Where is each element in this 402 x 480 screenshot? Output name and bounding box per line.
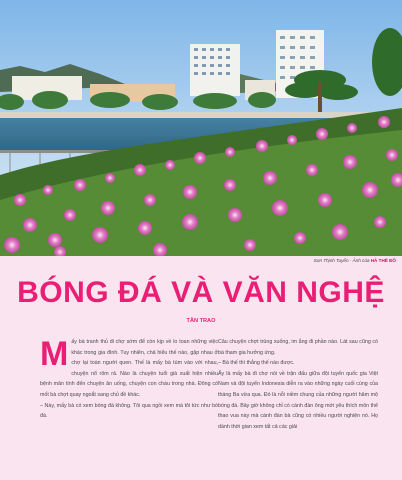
body-paragraph: – Bà thế thì thắng thế nào được. bbox=[218, 360, 295, 367]
body-paragraph: ấy bà tranh thủ đi chợ sớm để còn kịp về lo toan những việc khác trong gia đình. Tuy nhiên, chả hiểu thế nào, gặp nhau ở chợ lại toàn người quen. Thế là mấy bà túm vào với nhau, chuyện nổ rôm rả. Nào là chuyện tuổi già xuất hiện nhiều bệnh mãn tính đến chuyện ăn uống, chuyện con cháu trong nhà. Đông có mốt bà chợt quay ngoắt sang chủ đề khác. bbox=[40, 339, 218, 398]
article-author: TẦN TRAO bbox=[186, 318, 216, 324]
drop-cap: M bbox=[40, 335, 69, 373]
body-paragraph: – Này, mấy bà có xem bóng đá không. Tôi qua ngồi xem mà tôi tức như bò đá. bbox=[40, 402, 218, 420]
body-paragraph: Câu chuyện chợt trùng xuống, im ắng đi phần nào. Lát sau cũng có bà tham gia hưởng ứng. bbox=[218, 339, 378, 356]
photo-credit-name: HÀ THẾ ĐÔ bbox=[370, 258, 396, 263]
article-title: BÓNG ĐÁ VÀ VĂN NGHỆ bbox=[17, 276, 385, 309]
photo-credit-prefix: Sơn Thịnh Tuyển · Ảnh của bbox=[313, 258, 370, 263]
body-paragraph: Ấy là mấy bà đi chợ nói về trận đấu giữa đội tuyển quốc gia Việt Nam và đội tuyển Indonesia diễn ra vào những ngày cuối cùng của tháng Ba vừa qua. Đó là nỗi niềm chung của những người hâm mộ bóng đá. Bây giờ không chỉ có cánh đàn ông mới yêu thích môn thể thao vua này mà cánh đàn bà cũng có nhiều người nghiện nó. Họ dành thời gian xem tất cả các giải bbox=[218, 370, 378, 430]
article-column-right bbox=[218, 337, 378, 432]
photo-credit bbox=[0, 258, 396, 263]
article-column-left bbox=[40, 337, 218, 422]
